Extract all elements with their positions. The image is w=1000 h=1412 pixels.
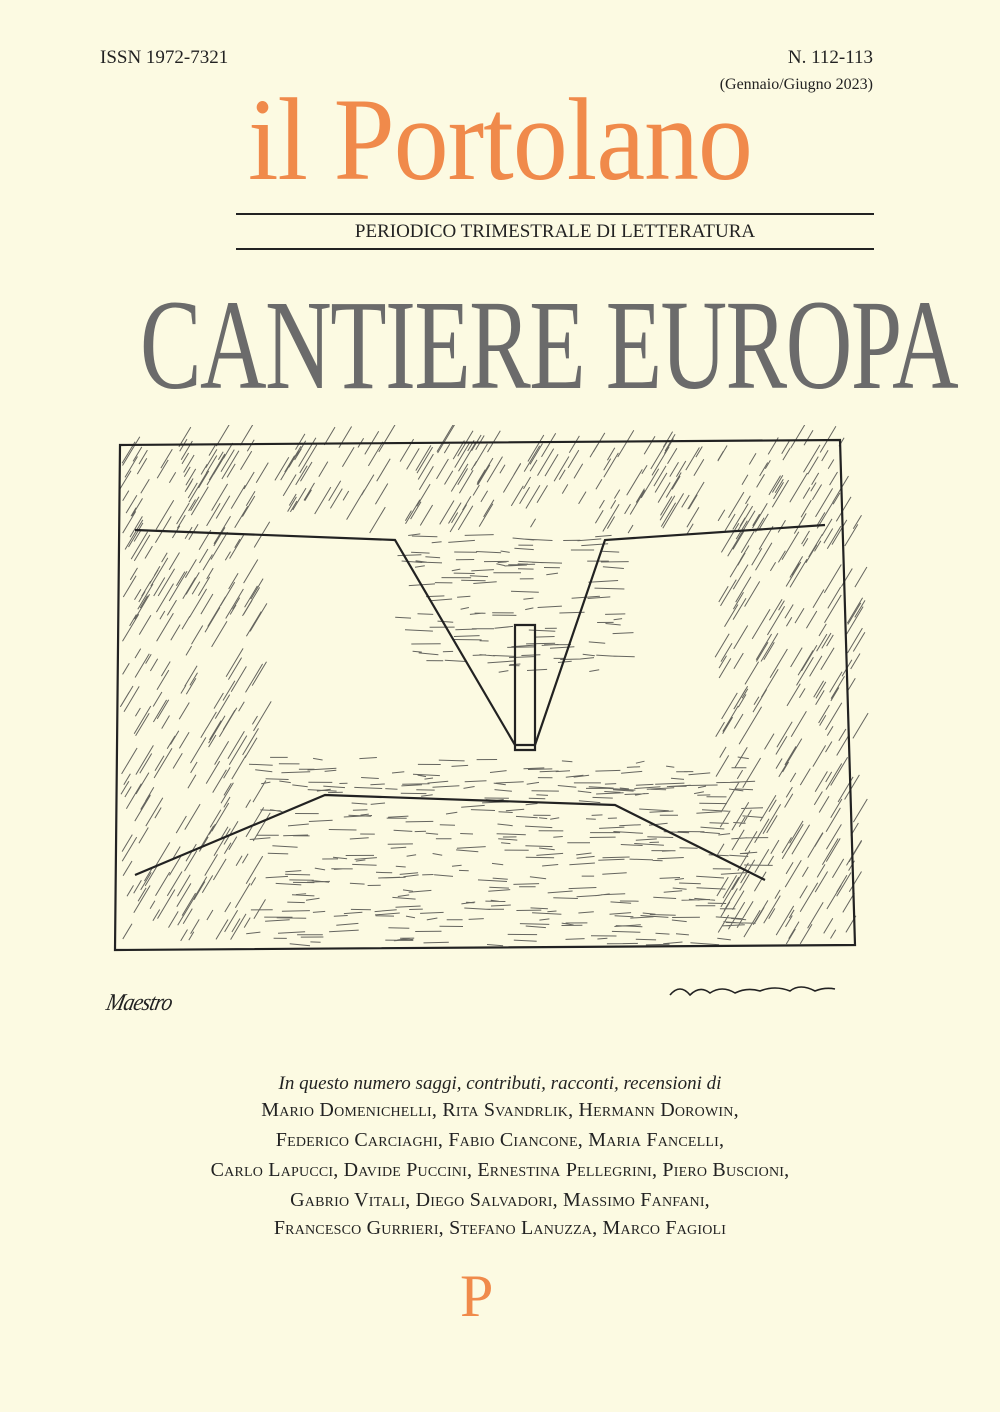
issue-intro: In questo numero saggi, contributi, racconti, recensioni di: [278, 1073, 722, 1094]
authors-line: Gabrio Vitali, Diego Salvadori, Massimo Fanfani,: [290, 1189, 710, 1211]
divider: [236, 213, 874, 215]
divider: [236, 248, 874, 250]
artist-signature: Maestro: [103, 990, 175, 1016]
issue-period: (Gennaio/Giugno 2023): [719, 76, 873, 93]
authors-line: Mario Domenichelli, Rita Svandrlik, Hermann Dorowin,: [261, 1099, 739, 1121]
magazine-title: il Portolano: [247, 74, 753, 205]
authors-line: Francesco Gurrieri, Stefano Lanuzza, Marco Fagioli: [273, 1217, 727, 1239]
magazine-subtitle: PERIODICO TRIMESTRALE DI LETTERATURA: [354, 221, 756, 242]
publisher-logo: P: [460, 1263, 494, 1329]
sketch-hatching: [120, 425, 868, 946]
cover-sketch-illustration: [95, 425, 885, 1025]
issue-headline: CANTIERE EUROPA: [140, 274, 958, 416]
issn: ISSN 1972-7321: [100, 47, 229, 68]
authors-line: Carlo Lapucci, Davide Puccini, Ernestina Pellegrini, Piero Buscioni,: [210, 1159, 790, 1181]
authors-line: Federico Carciaghi, Fabio Ciancone, Maria Fancelli,: [275, 1129, 725, 1151]
issue-number: N. 112-113: [787, 47, 873, 68]
handwritten-caption: [670, 987, 835, 995]
